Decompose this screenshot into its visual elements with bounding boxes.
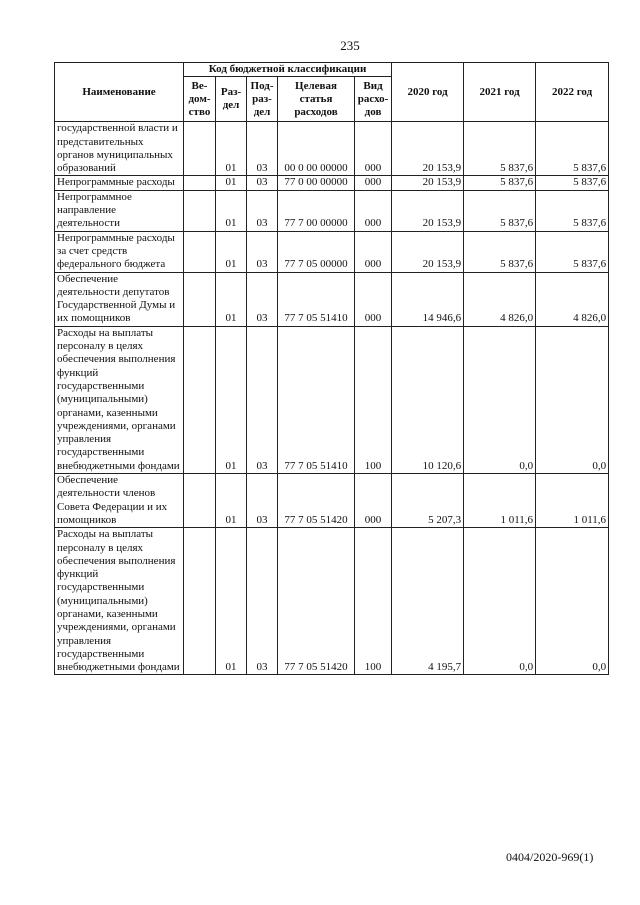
header-razdel: Раз- дел (216, 77, 247, 122)
table-row (55, 326, 609, 473)
row-2020: 14 946,6 (392, 272, 464, 326)
header-vedomstvo: Ве- дом- ство (184, 77, 216, 122)
row-vid: 000 (355, 272, 392, 326)
row-target: 77 0 00 00000 (278, 176, 355, 190)
header-2021: 2021 год (464, 63, 536, 122)
row-razdel: 01 (216, 122, 247, 176)
row-razdel: 01 (216, 231, 247, 272)
row-razdel: 01 (216, 474, 247, 528)
row-vid: 000 (355, 474, 392, 528)
row-2022: 5 837,6 (536, 122, 609, 176)
row-name: Непрограммное направление деятельности (55, 190, 184, 231)
row-2020: 20 153,9 (392, 122, 464, 176)
header-target-article: Целевая статья расходов (278, 77, 355, 122)
row-vid: 000 (355, 231, 392, 272)
row-podrazdel: 03 (247, 190, 278, 231)
row-ved (184, 528, 216, 675)
row-target: 77 7 05 51420 (278, 528, 355, 675)
header-expense-type: Вид расхо- дов (355, 77, 392, 122)
row-2021: 5 837,6 (464, 122, 536, 176)
header-2020: 2020 год (392, 63, 464, 122)
table-row (55, 474, 609, 528)
row-podrazdel: 03 (247, 326, 278, 473)
row-target: 00 0 00 00000 (278, 122, 355, 176)
row-2022: 4 826,0 (536, 272, 609, 326)
table-row (55, 176, 609, 190)
row-2021: 4 826,0 (464, 272, 536, 326)
row-vid: 100 (355, 528, 392, 675)
row-target: 77 7 00 00000 (278, 190, 355, 231)
row-ved (184, 474, 216, 528)
row-vid: 100 (355, 326, 392, 473)
row-2020: 20 153,9 (392, 190, 464, 231)
table-row (55, 190, 609, 231)
row-razdel: 01 (216, 528, 247, 675)
row-podrazdel: 03 (247, 272, 278, 326)
row-ved (184, 176, 216, 190)
row-ved (184, 272, 216, 326)
row-2022: 5 837,6 (536, 231, 609, 272)
row-ved (184, 122, 216, 176)
row-razdel: 01 (216, 176, 247, 190)
row-name: Обеспечение деятельности членов Совета Федерации и их помощников (55, 474, 184, 528)
row-2022: 1 011,6 (536, 474, 609, 528)
row-name: государственной власти и представительных органов муниципальных образований (55, 122, 184, 176)
table-row (55, 231, 609, 272)
row-2021: 0,0 (464, 528, 536, 675)
row-2020: 20 153,9 (392, 231, 464, 272)
row-target: 77 7 05 51420 (278, 474, 355, 528)
row-target: 77 7 05 51410 (278, 272, 355, 326)
row-podrazdel: 03 (247, 176, 278, 190)
table-row (55, 272, 609, 326)
row-name: Непрограммные расходы за счет средств федерального бюджета (55, 231, 184, 272)
row-vid: 000 (355, 176, 392, 190)
row-2021: 5 837,6 (464, 176, 536, 190)
row-vid: 000 (355, 122, 392, 176)
row-podrazdel: 03 (247, 122, 278, 176)
row-ved (184, 190, 216, 231)
row-razdel: 01 (216, 190, 247, 231)
row-target: 77 7 05 00000 (278, 231, 355, 272)
row-podrazdel: 03 (247, 528, 278, 675)
row-2021: 1 011,6 (464, 474, 536, 528)
row-vid: 000 (355, 190, 392, 231)
header-podrazdel: Под- раз- дел (247, 77, 278, 122)
row-name: Непрограммные расходы (55, 176, 184, 190)
row-2022: 5 837,6 (536, 190, 609, 231)
header-classification-group: Код бюджетной классификации (184, 63, 392, 77)
table-row (55, 528, 609, 675)
row-razdel: 01 (216, 272, 247, 326)
row-target: 77 7 05 51410 (278, 326, 355, 473)
row-2022: 0,0 (536, 326, 609, 473)
header-2022: 2022 год (536, 63, 609, 122)
document-code: 0404/2020-969(1) (506, 850, 594, 864)
header-name: Наименование (55, 63, 184, 122)
row-2020: 5 207,3 (392, 474, 464, 528)
page-number: 235 (340, 38, 360, 53)
row-ved (184, 326, 216, 473)
row-name: Обеспечение деятельности депутатов Государственной Думы и их помощников (55, 272, 184, 326)
row-2020: 10 120,6 (392, 326, 464, 473)
row-2020: 20 153,9 (392, 176, 464, 190)
row-name: Расходы на выплаты персоналу в целях обеспечения выполнения функций государственными (муниципальными) органами, казенными учреждениями, органами управления государственными внебюджетными фондами (55, 528, 184, 675)
row-2020: 4 195,7 (392, 528, 464, 675)
row-2021: 5 837,6 (464, 190, 536, 231)
row-razdel: 01 (216, 326, 247, 473)
row-podrazdel: 03 (247, 474, 278, 528)
row-2021: 0,0 (464, 326, 536, 473)
row-2022: 5 837,6 (536, 176, 609, 190)
table-row (55, 122, 609, 176)
row-2022: 0,0 (536, 528, 609, 675)
row-podrazdel: 03 (247, 231, 278, 272)
row-ved (184, 231, 216, 272)
budget-table (54, 62, 609, 675)
row-2021: 5 837,6 (464, 231, 536, 272)
row-name: Расходы на выплаты персоналу в целях обеспечения выполнения функций государственными (муниципальными) органами, казенными учреждениями, органами управления государственными внебюджетными фондами (55, 326, 184, 473)
